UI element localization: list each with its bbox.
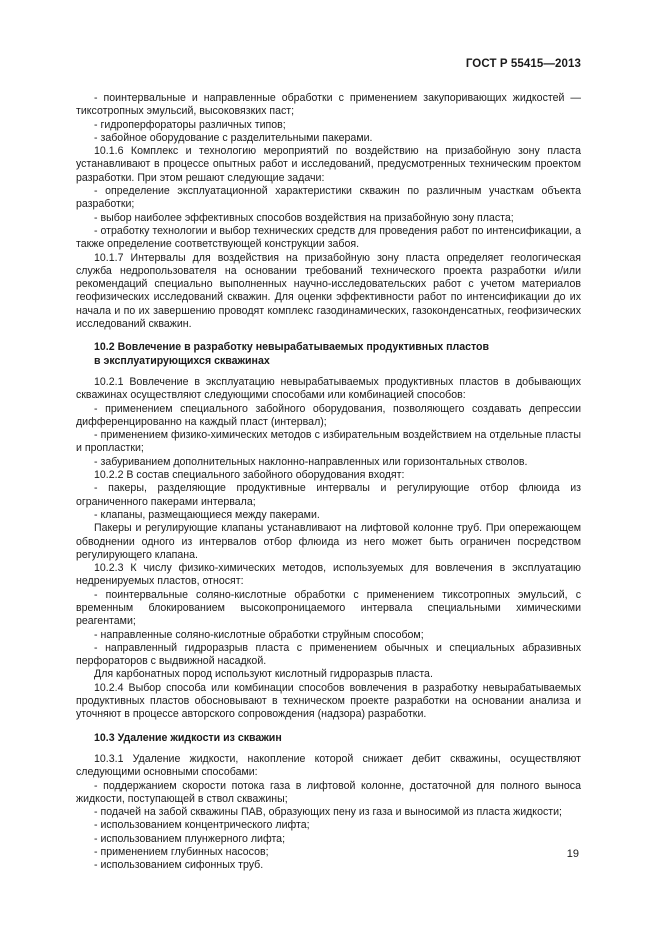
paragraph: 10.2.4 Выбор способа или комбинации способов вовлечения в разработку невырабатываемых продуктивных пластов обосновывают в техническом проекте разработки на основании анализа и уточняют в процессе авторского сопровождения (надзора) разработки. <box>76 681 581 721</box>
paragraph: 10.1.6 Комплекс и технологию мероприятий по воздействию на призабойную зону пласта устанавливают в процессе опытных работ и исследований, предусмотренных техническим проектом разработки. При этом решают следующие задачи: <box>76 145 581 184</box>
paragraph: - отработку технологии и выбор технических средств для проведения работ по интенсификации, а также определение соответствующей конструкции забоя. <box>76 224 581 251</box>
section-heading-line: в эксплуатирующихся скважинах <box>94 354 270 367</box>
paragraph: - направленные соляно-кислотные обработки струйным способом; <box>94 628 424 641</box>
document-body <box>76 92 581 873</box>
document-code: ГОСТ Р 55415—2013 <box>465 58 581 70</box>
paragraph: - забуриванием дополнительных наклонно-направленных или горизонтальных стволов. <box>94 455 528 468</box>
paragraph: - применением физико-химических методов с избирательным воздействием на отдельные пласты и пропластки; <box>76 429 581 455</box>
paragraph: 10.2.2 В состав специального забойного оборудования входят: <box>94 469 405 482</box>
paragraph: 10.2.3 К числу физико-химических методов, используемых для вовлечения в эксплуатацию недренируемых пластов, относят: <box>76 562 581 588</box>
paragraph: - применением специального забойного оборудования, позволяющего создавать депрессии дифференцированно на каждый пласт (интервал); <box>76 402 581 428</box>
paragraph: - использованием плунжерного лифта; <box>94 832 286 845</box>
paragraph: Пакеры и регулирующие клапаны устанавливают на лифтовой колонне труб. При опережающем обводнении одного из интервалов отбор флюида из него может быть ограничен посредством регулирующего клапана. <box>76 522 581 561</box>
paragraph: - использованием сифонных труб. <box>94 859 264 872</box>
paragraph: - гидроперфораторы различных типов; <box>94 118 286 131</box>
paragraph: - выбор наиболее эффективных способов воздействия на призабойную зону пласта; <box>94 211 514 224</box>
paragraph: - определение эксплуатационной характеристики скважин по различным участкам объекта разработки; <box>76 185 581 211</box>
paragraph: - поинтервальные и направленные обработки с применением закупоривающих жидкостей — тиксотропных эмульсий, высоковязких паст; <box>76 92 581 118</box>
paragraph: - направленный гидроразрыв пласта с применением обычных и специальных абразивных перфораторов с выдвижной насадкой. <box>76 641 581 668</box>
section-heading-line: 10.2 Вовлечение в разработку невырабатываемых продуктивных пластов <box>94 341 490 354</box>
paragraph: 10.3.1 Удаление жидкости, накопление которой снижает дебит скважины, осуществляют следующими основными способами: <box>76 752 581 779</box>
section-heading <box>76 732 581 745</box>
paragraph: - забойное оборудование с разделительными пакерами. <box>94 131 373 144</box>
paragraph: - подачей на забой скважины ПАВ, образующих пену из газа и выносимой из пласта жидкости; <box>94 806 562 819</box>
paragraph: 10.2.1 Вовлечение в эксплуатацию невырабатываемых продуктивных пластов в добывающих скважинах осуществляют следующими способами или комбинацией способов: <box>76 375 581 402</box>
section-heading-line: 10.3 Удаление жидкости из скважин <box>94 731 282 744</box>
paragraph: - использованием концентрического лифта; <box>94 819 310 832</box>
page-number: 19 <box>566 848 579 860</box>
paragraph: - пакеры, разделяющие продуктивные интервалы и регулирующие отбор флюида из ограниченного пакерами интервала; <box>76 482 581 508</box>
paragraph: - поинтервальные соляно-кислотные обработки с применением тиксотропных эмульсий, с временным блокированием высокопроницаемого интервала специальными химическими реагентами; <box>76 588 581 628</box>
section-heading <box>76 341 581 368</box>
paragraph: - поддержанием скорости потока газа в лифтовой колонне, достаточной для полного выноса жидкости, поступающей в ствол скважины; <box>76 779 581 805</box>
paragraph: - применением глубинных насосов; <box>94 846 269 859</box>
paragraph: 10.1.7 Интервалы для воздействия на призабойную зону пласта определяет геологическая служба недропользователя на основании требований технического проекта разработки и/или рекомендаций специально выполненных научно-исследовательских работ с учетом материалов геофизических исследований скважин. Для оценки эффективности работ по интенсификации до их начала и по их завершению проводят комплекс газодинамических, газоконденсатных, геофизических исследований скважин. <box>76 251 581 331</box>
paragraph: Для карбонатных пород используют кислотный гидроразрыв пласта. <box>94 668 433 681</box>
paragraph: - клапаны, размещающиеся между пакерами. <box>94 508 320 521</box>
